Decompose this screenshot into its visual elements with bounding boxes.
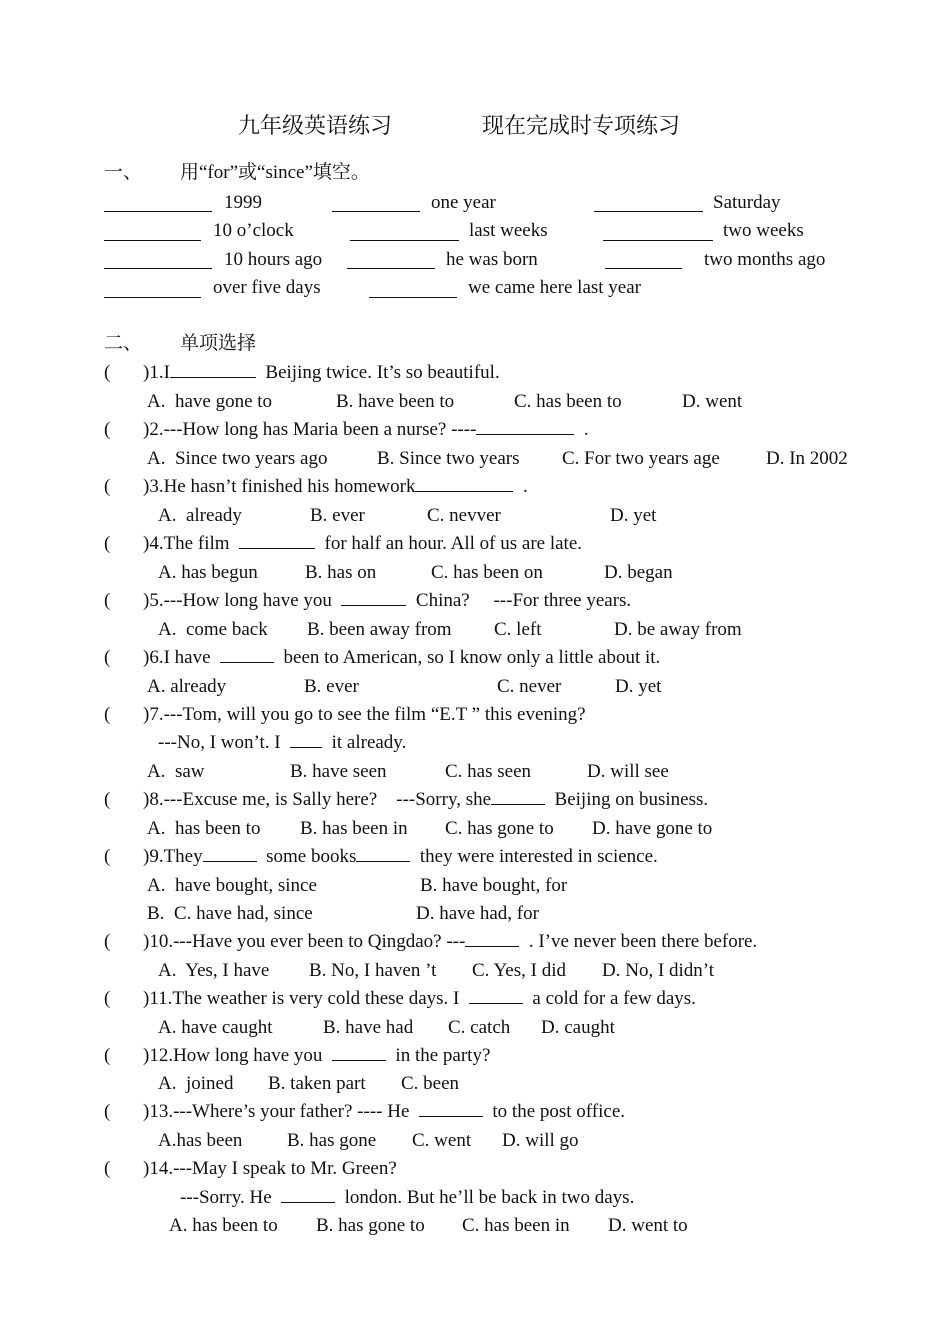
option-d[interactable]: D. yet — [610, 505, 657, 526]
answer-paren[interactable]: ( — [104, 1045, 111, 1066]
option-d[interactable]: D. In 2002 — [766, 448, 848, 469]
fill-blank[interactable] — [104, 268, 212, 269]
option-c[interactable]: C. never — [497, 676, 562, 697]
option-d[interactable]: D. went — [682, 391, 743, 412]
answer-paren[interactable]: ( — [104, 789, 111, 810]
answer-paren[interactable]: ( — [104, 362, 111, 383]
fill-blank[interactable] — [104, 211, 212, 212]
option-d[interactable]: D. have had, for — [416, 903, 539, 924]
answer-paren[interactable]: ( — [104, 1158, 111, 1179]
option-a[interactable]: A. come back — [158, 619, 268, 640]
option-c[interactable]: C. has been on — [431, 562, 543, 583]
option-c[interactable]: B. C. have had, since — [147, 903, 313, 924]
answer-paren[interactable]: ( — [104, 476, 111, 497]
option-c[interactable]: C. Yes, I did — [472, 960, 566, 981]
option-d[interactable]: D. will see — [587, 761, 669, 782]
question-7-line2: ---No, I won’t. I it already. — [158, 732, 407, 753]
option-d[interactable]: D. went to — [608, 1215, 688, 1236]
option-c[interactable]: C. has been to — [514, 391, 622, 412]
option-b[interactable]: B. ever — [304, 676, 359, 697]
option-a[interactable]: A. Yes, I have — [158, 960, 270, 981]
option-a[interactable]: A. have bought, since — [147, 875, 317, 896]
fill-blank[interactable] — [603, 240, 713, 241]
title-right: 现在完成时专项练习 — [482, 113, 681, 138]
option-d[interactable]: D. began — [604, 562, 673, 583]
section2-number: 二、 — [104, 333, 143, 354]
question-6: )6.I have been to American, so I know only a little about it. — [143, 647, 661, 668]
question-8: )8.---Excuse me, is Sally here? ---Sorry, she Beijing on business. — [143, 789, 709, 810]
answer-paren[interactable]: ( — [104, 419, 111, 440]
blank-cue: over five days — [213, 277, 321, 298]
option-c[interactable]: C. left — [494, 619, 542, 640]
option-d[interactable]: D. yet — [615, 676, 662, 697]
question-2: )2.---How long has Maria been a nurse? ---- . — [143, 419, 589, 440]
blank-cue: 10 hours ago — [224, 249, 323, 270]
fill-blank[interactable] — [350, 240, 459, 241]
option-a[interactable]: A. has been to — [147, 818, 261, 839]
question-1: )1.I Beijing twice. It’s so beautiful. — [143, 362, 500, 383]
answer-paren[interactable]: ( — [104, 846, 111, 867]
answer-paren[interactable]: ( — [104, 1101, 111, 1122]
option-a[interactable]: A. have gone to — [147, 391, 273, 412]
fill-blank[interactable] — [605, 268, 682, 269]
fill-blank[interactable] — [104, 297, 201, 298]
question-9: )9.They some books they were interested in science. — [143, 846, 658, 867]
answer-paren[interactable]: ( — [104, 533, 111, 554]
blank-cue: he was born — [446, 249, 538, 270]
option-a[interactable]: A. has been to — [169, 1215, 278, 1236]
question-5: )5.---How long have you China? ---For three years. — [143, 590, 632, 611]
blank-cue: 10 o’clock — [213, 220, 294, 241]
question-3: )3.He hasn’t finished his homework . — [143, 476, 528, 497]
question-11: )11.The weather is very cold these days. I a cold for a few days. — [143, 988, 696, 1009]
option-a[interactable]: A. joined — [158, 1073, 234, 1094]
option-b[interactable]: B. has gone — [287, 1130, 377, 1151]
option-b[interactable]: B. has on — [305, 562, 377, 583]
option-a[interactable]: A. Since two years ago — [147, 448, 328, 469]
question-4: )4.The film for half an hour. All of us are late. — [143, 533, 583, 554]
answer-paren[interactable]: ( — [104, 931, 111, 952]
fill-blank[interactable] — [594, 211, 703, 212]
option-d[interactable]: D. caught — [541, 1017, 615, 1038]
section2-heading: 单项选择 — [180, 333, 257, 354]
question-12: )12.How long have you in the party? — [143, 1045, 491, 1066]
blank-cue: last weeks — [469, 220, 548, 241]
option-c[interactable]: C. has seen — [445, 761, 532, 782]
option-b[interactable]: B. been away from — [307, 619, 452, 640]
option-b[interactable]: B. taken part — [268, 1073, 366, 1094]
answer-paren[interactable]: ( — [104, 590, 111, 611]
option-c[interactable]: C. been — [401, 1073, 460, 1094]
blank-cue: two months ago — [704, 249, 826, 270]
option-b[interactable]: B. have been to — [336, 391, 455, 412]
option-a[interactable]: A. saw — [147, 761, 205, 782]
option-b[interactable]: B. have had — [323, 1017, 414, 1038]
option-b[interactable]: B. has been in — [300, 818, 408, 839]
fill-blank[interactable] — [332, 211, 420, 212]
question-10: )10.---Have you ever been to Qingdao? --- . I’ve never been there before. — [143, 931, 758, 952]
blank-cue: one year — [431, 192, 496, 213]
option-d[interactable]: D. have gone to — [592, 818, 713, 839]
option-b[interactable]: B. No, I haven ’t — [309, 960, 437, 981]
option-c[interactable]: C. For two years age — [562, 448, 720, 469]
title-left: 九年级英语练习 — [238, 113, 393, 138]
question-14-line2: ---Sorry. He london. But he’ll be back in two days. — [180, 1187, 635, 1208]
option-d[interactable]: D. be away from — [614, 619, 742, 640]
option-b[interactable]: B. have seen — [290, 761, 387, 782]
fill-blank[interactable] — [347, 268, 435, 269]
question-13: )13.---Where’s your father? ---- He to the post office. — [143, 1101, 626, 1122]
option-c[interactable]: C. nevver — [427, 505, 501, 526]
option-b[interactable]: B. have bought, for — [420, 875, 568, 896]
fill-blank[interactable] — [369, 297, 457, 298]
question-7: )7.---Tom, will you go to see the film “E.T ” this evening? — [143, 704, 586, 725]
option-c[interactable]: C. has gone to — [445, 818, 554, 839]
option-c[interactable]: C. has been in — [462, 1215, 570, 1236]
option-d[interactable]: D. No, I didn’t — [602, 960, 715, 981]
option-d[interactable]: D. will go — [502, 1130, 579, 1151]
answer-paren[interactable]: ( — [104, 988, 111, 1009]
blank-cue: two weeks — [723, 220, 804, 241]
option-b[interactable]: B. ever — [310, 505, 365, 526]
option-c[interactable]: C. catch — [448, 1017, 511, 1038]
option-a[interactable]: A. have caught — [158, 1017, 273, 1038]
option-a[interactable]: A. already — [147, 676, 227, 697]
option-a[interactable]: A. already — [158, 505, 242, 526]
option-a[interactable]: A.has been — [158, 1130, 243, 1151]
blank-cue: we came here last year — [468, 277, 642, 298]
section1-heading: 用“for”或“since”填空。 — [180, 162, 370, 183]
option-b[interactable]: B. has gone to — [316, 1215, 425, 1236]
section1-number: 一、 — [104, 162, 143, 183]
blank-cue: Saturday — [713, 192, 781, 213]
question-14: )14.---May I speak to Mr. Green? — [143, 1158, 397, 1179]
answer-paren[interactable]: ( — [104, 647, 111, 668]
blank-cue: 1999 — [224, 192, 262, 213]
option-c[interactable]: C. went — [412, 1130, 472, 1151]
option-a[interactable]: A. has begun — [158, 562, 258, 583]
option-b[interactable]: B. Since two years — [377, 448, 520, 469]
answer-paren[interactable]: ( — [104, 704, 111, 725]
fill-blank[interactable] — [104, 240, 201, 241]
